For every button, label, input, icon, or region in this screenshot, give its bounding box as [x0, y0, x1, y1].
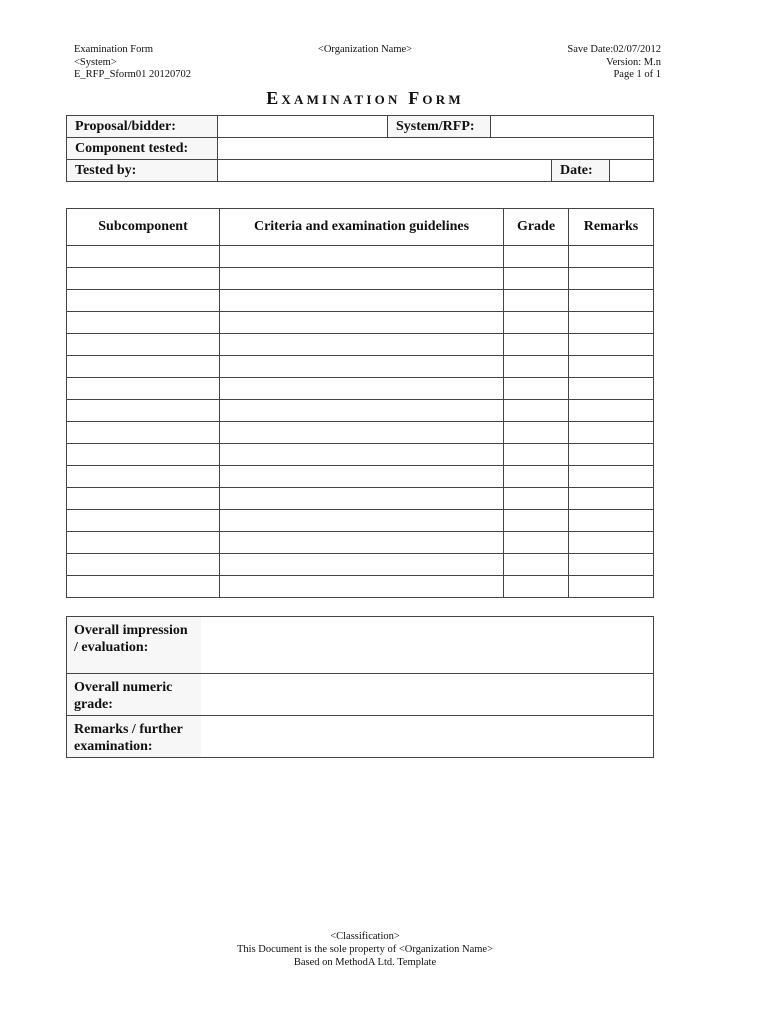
table-row	[67, 378, 654, 400]
proposal-bidder-field[interactable]	[218, 116, 388, 138]
examination-grid	[66, 208, 654, 598]
grade-cell[interactable]	[504, 488, 569, 510]
header-right	[567, 44, 661, 82]
grade-cell[interactable]	[504, 312, 569, 334]
summary-table	[66, 616, 654, 758]
grade-cell[interactable]	[504, 576, 569, 598]
component-tested-label: Component tested:	[67, 138, 218, 160]
remarks-cell[interactable]	[569, 466, 654, 488]
criteria-cell[interactable]	[220, 268, 504, 290]
subcomponent-cell[interactable]	[67, 334, 220, 356]
date-field[interactable]	[610, 160, 654, 182]
remarks-cell[interactable]	[569, 488, 654, 510]
subcomponent-cell[interactable]	[67, 510, 220, 532]
criteria-cell[interactable]	[220, 554, 504, 576]
footer-ownership: This Document is the sole property of <Organization Name>	[236, 944, 493, 955]
grade-cell[interactable]	[504, 356, 569, 378]
subcomponent-cell[interactable]	[67, 466, 220, 488]
table-row	[67, 290, 654, 312]
remarks-further-field[interactable]	[201, 716, 654, 758]
table-row	[67, 246, 654, 268]
table-row	[67, 532, 654, 554]
header-page-number: Page 1 of 1	[613, 69, 661, 80]
page-title: Examination Form	[266, 88, 464, 108]
remarks-cell[interactable]	[569, 532, 654, 554]
table-row	[67, 312, 654, 334]
subcomponent-cell[interactable]	[67, 312, 220, 334]
component-tested-field[interactable]	[218, 138, 654, 160]
criteria-cell[interactable]	[220, 488, 504, 510]
remarks-cell[interactable]	[569, 268, 654, 290]
remarks-cell[interactable]	[569, 246, 654, 268]
subcomponent-cell[interactable]	[67, 554, 220, 576]
grade-cell[interactable]	[504, 334, 569, 356]
overall-impression-field[interactable]	[201, 617, 654, 674]
table-row	[67, 466, 654, 488]
tested-by-label: Tested by:	[67, 160, 218, 182]
grade-cell[interactable]	[504, 554, 569, 576]
table-row	[67, 334, 654, 356]
table-row	[67, 444, 654, 466]
info-table	[66, 115, 654, 182]
grade-cell[interactable]	[504, 532, 569, 554]
criteria-cell[interactable]	[220, 356, 504, 378]
grade-cell[interactable]	[504, 510, 569, 532]
column-header-grade: Grade	[504, 209, 569, 246]
remarks-cell[interactable]	[569, 400, 654, 422]
criteria-cell[interactable]	[220, 246, 504, 268]
column-header-subcomponent: Subcomponent	[67, 209, 220, 246]
header-system: <System>	[74, 56, 117, 68]
remarks-cell[interactable]	[569, 510, 654, 532]
table-row	[67, 554, 654, 576]
subcomponent-cell[interactable]	[67, 488, 220, 510]
header-form-name: Examination Form	[74, 44, 154, 55]
header-organization: <Organization Name>	[317, 44, 413, 55]
grade-cell[interactable]	[504, 378, 569, 400]
footer	[0, 930, 730, 969]
remarks-cell[interactable]	[569, 576, 654, 598]
criteria-cell[interactable]	[220, 312, 504, 334]
proposal-bidder-label: Proposal/bidder:	[67, 116, 218, 138]
table-row	[67, 488, 654, 510]
remarks-cell[interactable]	[569, 290, 654, 312]
remarks-further-label: Remarks / further examination:	[67, 716, 202, 758]
criteria-cell[interactable]	[220, 378, 504, 400]
remarks-cell[interactable]	[569, 444, 654, 466]
column-header-remarks: Remarks	[569, 209, 654, 246]
table-row	[67, 268, 654, 290]
table-row	[67, 356, 654, 378]
overall-impression-label: Overall impression / evaluation:	[67, 617, 202, 674]
subcomponent-cell[interactable]	[67, 576, 220, 598]
criteria-cell[interactable]	[220, 466, 504, 488]
criteria-cell[interactable]	[220, 444, 504, 466]
subcomponent-cell[interactable]	[67, 422, 220, 444]
system-rfp-field[interactable]	[491, 116, 654, 138]
subcomponent-cell[interactable]	[67, 246, 220, 268]
remarks-cell[interactable]	[569, 422, 654, 444]
date-label: Date:	[552, 160, 610, 182]
remarks-cell[interactable]	[569, 334, 654, 356]
remarks-cell[interactable]	[569, 554, 654, 576]
footer-classification: <Classification>	[330, 931, 400, 942]
header-version: Version: M.n	[606, 56, 661, 68]
table-row	[67, 400, 654, 422]
subcomponent-cell[interactable]	[67, 290, 220, 312]
header-save-date: Save Date:02/07/2012	[567, 44, 661, 55]
grid-body	[67, 246, 654, 598]
criteria-cell[interactable]	[220, 532, 504, 554]
grade-cell[interactable]	[504, 466, 569, 488]
header-form-code: E_RFP_Sform01 20120702	[74, 69, 191, 80]
criteria-cell[interactable]	[220, 400, 504, 422]
subcomponent-cell[interactable]	[67, 268, 220, 290]
table-row	[67, 422, 654, 444]
criteria-cell[interactable]	[220, 422, 504, 444]
table-row	[67, 576, 654, 598]
remarks-cell[interactable]	[569, 378, 654, 400]
subcomponent-cell[interactable]	[67, 444, 220, 466]
grade-cell[interactable]	[504, 268, 569, 290]
subcomponent-cell[interactable]	[67, 378, 220, 400]
criteria-cell[interactable]	[220, 510, 504, 532]
grade-cell[interactable]	[504, 400, 569, 422]
tested-by-field[interactable]	[218, 160, 552, 182]
remarks-cell[interactable]	[569, 312, 654, 334]
table-row	[67, 510, 654, 532]
grade-cell[interactable]	[504, 422, 569, 444]
remarks-cell[interactable]	[569, 356, 654, 378]
footer-template: Based on MethodA Ltd. Template	[293, 957, 437, 968]
criteria-cell[interactable]	[220, 334, 504, 356]
grade-cell[interactable]	[504, 444, 569, 466]
system-rfp-label: System/RFP:	[388, 116, 491, 138]
subcomponent-cell[interactable]	[67, 356, 220, 378]
overall-numeric-grade-label: Overall numeric grade:	[67, 674, 202, 716]
grade-cell[interactable]	[504, 290, 569, 312]
overall-numeric-grade-field[interactable]	[201, 674, 654, 716]
column-header-criteria: Criteria and examination guidelines	[220, 209, 504, 246]
criteria-cell[interactable]	[220, 290, 504, 312]
criteria-cell[interactable]	[220, 576, 504, 598]
subcomponent-cell[interactable]	[67, 400, 220, 422]
grade-cell[interactable]	[504, 246, 569, 268]
subcomponent-cell[interactable]	[67, 532, 220, 554]
